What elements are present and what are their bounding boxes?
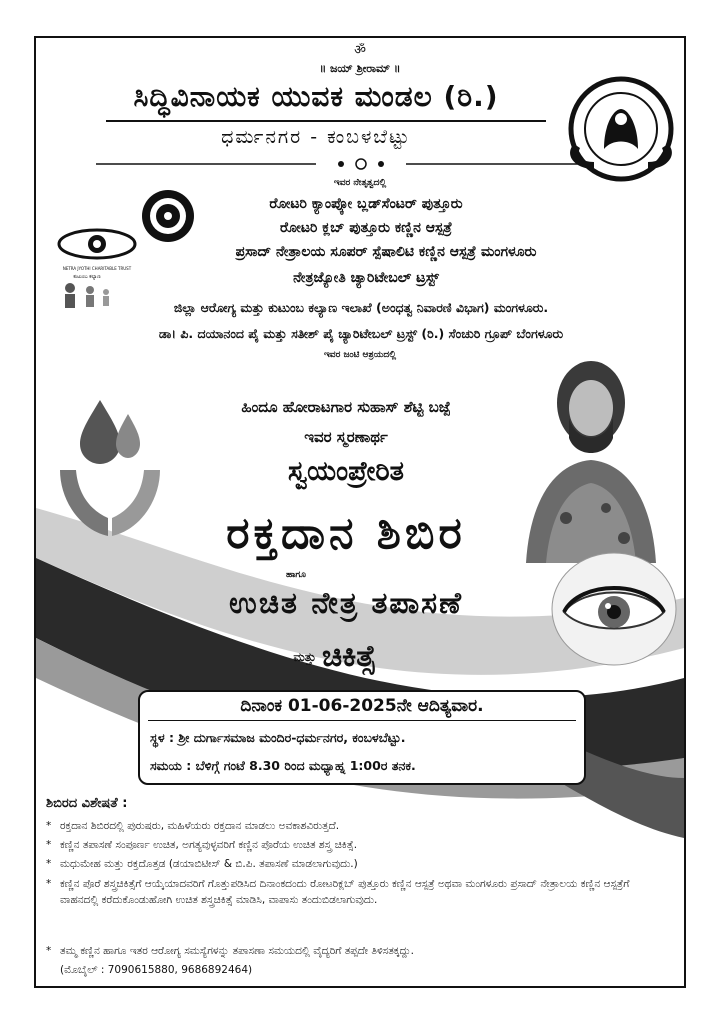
poster <box>34 36 686 988</box>
org-line-4: ನೇತ್ರಜ್ಯೋತಿ ಚ್ಯಾರಿಟೇಬಲ್ ಟ್ರಸ್ಟ್ <box>293 270 439 286</box>
eye-image <box>550 550 678 668</box>
org-line-5: ಜಿಲ್ಲಾ ಆರೋಗ್ಯ ಮತ್ತು ಕುಟುಂಬ ಕಲ್ಯಾಣ ಇಲಾಖೆ (ಅಂಧತ್ವ ನಿವಾರಣಿ ವಿಭಾಗ) ಮಂಗಳೂರು. <box>173 300 549 315</box>
netra-jyothi-logo <box>52 222 142 272</box>
eye-checkup-heading: ಉಚಿತ ನೇತ್ರ ತಪಾಸಣೆ <box>229 586 463 621</box>
feature-item: * ಕಣ್ಣಿನ ಪೊರೆ ಶಸ್ತ್ರಚಿಕಿತ್ಸೆಗೆ ಆಯ್ಕೆಯಾದವರಿಗೆ ಗೊತ್ತುಪಡಿಸಿದ ದಿನಾಂಕದಂದು ರೋಟರಿಕ್ಲಬ್ ಪುತ್ತೂರು ಕಣ್ಣಿನ ಆಸ್ಪತ್ರೆ ಅಥವಾ ಮಂಗಳೂರು ಪ್ರಸಾದ್ ನೇತ್ರಾಲಯ ಕಣ್ಣಿನ ಆಸ್ಪತ್ರೆಗೆ ವಾಹನದಲ್ಲಿ ಕರೆದುಕೊಂಡುಹೋಗಿ ಉಚಿತ ಶಸ್ತ್ರಚಿಕಿತ್ಸೆ ಮಾಡಿಸಿ, ವಾಪಾಸು ತಂದುಬಿಡಲಾಗುವುದು. <box>46 878 630 906</box>
blood-camp-heading: ರಕ್ತದಾನ ಶಿಬಿರ <box>226 508 466 559</box>
treatment-heading: ಚಿಕಿತ್ಸೆ <box>322 639 377 674</box>
netra-jyothi-logo-text: NETRA JYOTHI CHARITABLE TRUST <box>62 266 132 271</box>
event-time: ಸಮಯ : ಬೆಳಿಗ್ಗೆ ಗಂಟೆ 8.30 ರಿಂದ ಮಧ್ಯಾಹ್ನ 1:00ರ ತನಕ. <box>150 758 416 773</box>
memorial-line-2: ಇವರ ಸ್ಮರಣಾರ್ಥ <box>304 428 388 446</box>
jay-shriram-text: ॥ ಜಯ್ ಶ್ರೀರಾಮ್ ॥ <box>319 62 401 75</box>
family-welfare-logo-text: ಕುಟುಂಬ ಕಲ್ಯಾಣ <box>73 274 101 280</box>
memorial-line-1: ಹಿಂದೂ ಹೋರಾಟಗಾರ ಸುಹಾಸ್ ಶೆಟ್ಟಿ ಬಜ್ಪೆ <box>241 398 451 416</box>
person-photo <box>506 348 676 563</box>
feature-item: * ಮಧುಮೇಹ ಮತ್ತು ರಕ್ತದೊತ್ತಡ (ಡಯಾಬಿಟೀಸ್ & ಬಿ.ಪಿ. ತಪಾಸಣೆ ಮಾಡಲಾಗುವುದು.) <box>46 858 358 870</box>
page-title: ಸಿದ್ಧಿವಿನಾಯಕ ಯುವಕ ಮಂಡಲ (ರಿ.) <box>133 80 499 113</box>
and-word: ಹಾಗೂ <box>285 570 307 580</box>
joint-label: ಇವರ ಜಂಟಿ ಆಶ್ರಯದಲ್ಲಿ <box>323 350 397 360</box>
feature-item: * ಕಣ್ಣಿನ ತಪಾಸಣೆ ಸಂಪೂರ್ಣ ಉಚಿತ, ಅಗತ್ಯವುಳ್ಳವರಿಗೆ ಕಣ್ಣಿನ ಪೊರೆಯ ಉಚಿತ ಶಸ್ತ್ರ ಚಿಕಿತ್ಸೆ. <box>46 839 358 851</box>
event-info-box <box>138 690 586 785</box>
info-divider <box>148 720 576 721</box>
leadership-label: ಇವರ ನೇತೃತ್ವದಲ್ಲಿ <box>333 178 387 188</box>
org-line-2: ರೋಟರಿ ಕ್ಲಬ್ ಪುತ್ತೂರು ಕಣ್ಣಿನ ಆಸ್ಪತ್ರೆ <box>279 220 453 236</box>
event-venue: ಸ್ಥಳ : ಶ್ರೀ ದುರ್ಗಾಸಮಾಜ ಮಂದಿರ-ಧರ್ಮನಗರ, ಕಂಬಳಬೆಟ್ಟು. <box>150 730 406 745</box>
voluntary-heading: ಸ್ವಯಂಪ್ರೇರಿತ <box>288 456 404 487</box>
mandal-seal-logo <box>564 74 678 184</box>
feature-item: * ತಮ್ಮ ಕಣ್ಣಿನ ಹಾಗೂ ಇತರ ಆರೋಗ್ಯ ಸಮಸ್ಯೆಗಳನ್ನು ತಪಾಸಣಾ ಸಮಯದಲ್ಲಿ ವೈದ್ಯರಿಗೆ ತಪ್ಪದೇ ತಿಳಿಸತಕ್ಕದ್ದು. <box>46 945 414 957</box>
org-line-3: ಪ್ರಸಾದ್ ನೇತ್ರಾಲಯ ಸೂಪರ್ ಸ್ಪೆಷಾಲಿಟಿ ಕಣ್ಣಿನ ಆಸ್ಪತ್ರೆ ಮಂಗಳೂರು <box>235 244 537 260</box>
features-heading: ಶಿಬಿರದ ವಿಶೇಷತೆ : <box>46 796 128 811</box>
om-symbol: ॐ <box>354 43 366 58</box>
ornament-divider <box>96 156 626 172</box>
contact-numbers: (ಮೊಬೈಲ್ : 7090615880, 9686892464) <box>60 964 253 976</box>
feature-item: * ರಕ್ತದಾನ ಶಿಬಿರದಲ್ಲಿ ಪುರುಷರು, ಮಹಿಳೆಯರು ರಕ್ತದಾನ ಮಾಡಲು ಅವಕಾಶವಿರುತ್ತದೆ. <box>46 820 340 832</box>
mattu-word: ಮತ್ತು <box>293 650 316 664</box>
title-underline <box>106 120 546 122</box>
org-line-6: ಡಾ। ಪಿ. ದಯಾನಂದ ಪೈ ಮತ್ತು ಸತೀಶ್ ಪೈ ಚ್ಯಾರಿಟೇಬಲ್ ಟ್ರಸ್ಟ್ (ರಿ.) ಸೆಂಚುರಿ ಗ್ರೂಪ್ ಬೆಂಗಳೂರು <box>158 326 564 341</box>
page-subtitle: ಧರ್ಮನಗರ - ಕಂಬಳಬೆಟ್ಟು <box>221 126 411 148</box>
event-date: ದಿನಾಂಕ 01-06-2025ನೇ ಆದಿತ್ಯವಾರ. <box>240 696 484 716</box>
org-line-1: ರೋಟರಿ ಕ್ಯಾಂಪ್ಕೋ ಬ್ಲಡ್‌ಸೆಂಟರ್ ಪುತ್ತೂರು <box>269 196 463 212</box>
